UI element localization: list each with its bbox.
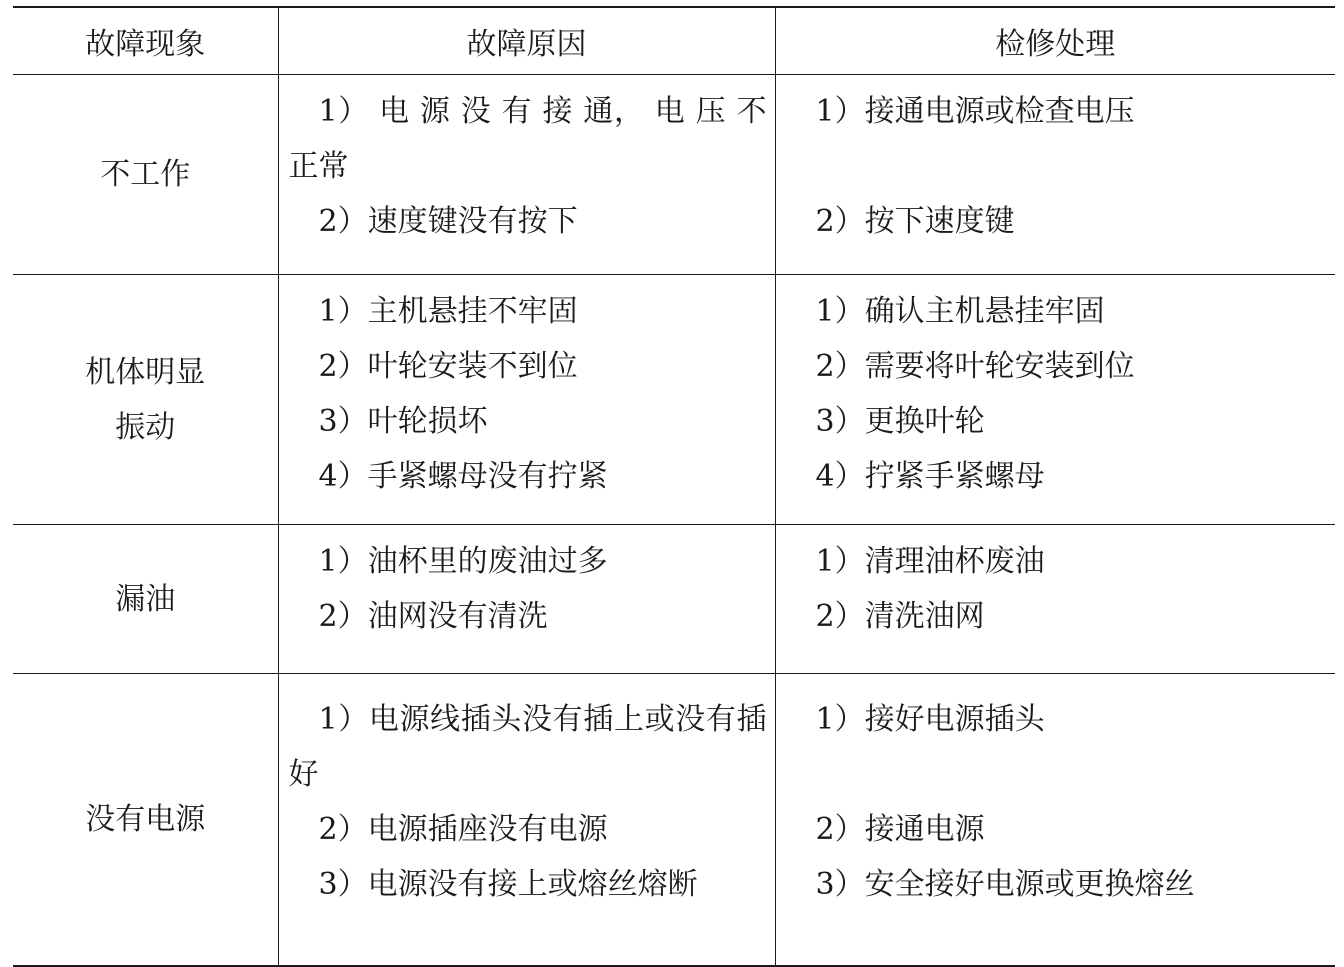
cause-cell [278,525,775,674]
header-cause: 故障原因 [278,7,775,75]
table-header [13,7,1335,75]
fix-cell [775,525,1335,674]
cause-item: 3）叶轮损坏 [318,404,488,439]
header-symptom: 故障现象 [13,7,278,75]
cause-item: 1）电源线插头没有插上或没有插好 [288,702,767,792]
symptom-cell [13,674,278,967]
fix-item: 3）更换叶轮 [815,404,985,439]
table-row [13,674,1335,967]
cause-item: 2）电源插座没有电源 [318,812,608,847]
fix-item: 2）需要将叶轮安装到位 [815,349,1135,384]
table-row [13,75,1335,275]
cause-item: 2）油网没有清洗 [318,599,548,634]
symptom-cell [13,525,278,674]
cause-item: 1） 电 源 没 有 接 通， 电 压 不正常 [288,94,767,184]
symptom-cell [13,275,278,525]
symptom-text: 机体明显振动 [85,354,206,445]
fix-item: 1）清理油杯废油 [815,544,1045,579]
symptom-text: 漏油 [115,581,176,617]
fix-item: 2）接通电源 [815,812,985,847]
cause-item: 1）油杯里的废油过多 [318,544,608,579]
fix-item: 1）确认主机悬挂牢固 [815,294,1105,329]
cause-cell [278,275,775,525]
fix-cell [775,674,1335,967]
fix-cell [775,75,1335,275]
spacer [786,747,1328,802]
fix-item: 3）安全接好电源或更换熔丝 [815,867,1195,902]
fix-item: 2）清洗油网 [815,599,985,634]
cause-item: 2）叶轮安装不到位 [318,349,578,384]
table-row [13,525,1335,674]
fault-table [13,6,1335,967]
fix-item: 1）接通电源或检查电压 [815,94,1135,129]
fix-item: 4）拧紧手紧螺母 [815,459,1045,494]
fix-cell [775,275,1335,525]
cause-cell [278,75,775,275]
cause-item: 1）主机悬挂不牢固 [318,294,578,329]
header-row [13,7,1335,75]
cause-cell [278,674,775,967]
symptom-cell [13,75,278,275]
fault-table-container [13,6,1335,967]
header-fix: 检修处理 [775,7,1335,75]
cause-item: 2）速度键没有按下 [318,204,578,239]
fix-item: 2）按下速度键 [815,204,1015,239]
cause-item: 3）电源没有接上或熔丝熔断 [318,867,698,902]
table-row [13,275,1335,525]
symptom-text: 没有电源 [85,802,206,837]
spacer [786,139,1328,194]
fix-item: 1）接好电源插头 [815,702,1045,737]
cause-item: 4）手紧螺母没有拧紧 [318,459,608,494]
symptom-text: 不工作 [100,157,191,192]
table-body [13,75,1335,967]
